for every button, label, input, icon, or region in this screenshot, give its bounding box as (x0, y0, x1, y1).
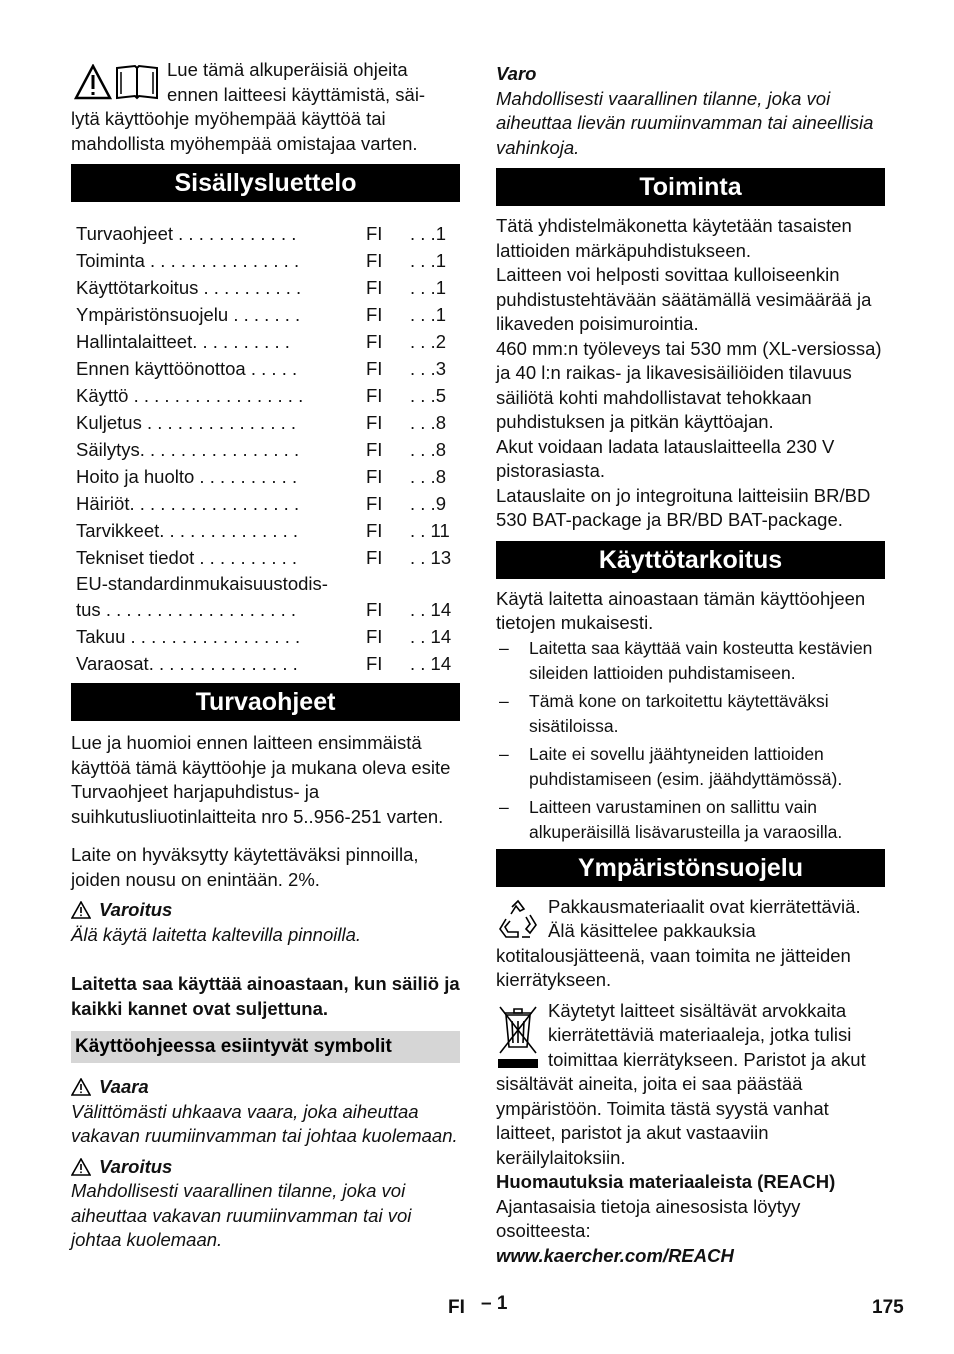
reach-title: Huomautuksia materiaaleista (REACH) (496, 1171, 836, 1192)
toc-entry-title (71, 517, 366, 544)
toc-entry-title-line1: EU-standardinmukaisuustodis- (76, 573, 328, 594)
toc-entry-title-text: Käyttötarkoitus (76, 277, 199, 298)
toc-row[interactable] (71, 517, 460, 544)
toc-entry-page: . . .8 (410, 412, 446, 433)
intro-block (71, 58, 460, 156)
caution-text: Mahdollisesti vaarallinen tilanne, joka voi aiheuttaa lievän ruumiinvamman tai aineellisia vahinkoja. (496, 87, 874, 158)
danger-text: Välittömästi uhkaava vaara, joka aiheuttaa vakavan ruumiinvamman tai johtaa kuolemaan. (71, 1100, 458, 1146)
toc-entry-page: . . .8 (410, 439, 446, 460)
intro-line-2: ennen laitteesi käyttämistä, säi- (167, 83, 426, 105)
toc-entry-title (71, 436, 366, 463)
toc-row[interactable] (71, 571, 460, 623)
toc-entry-lang: FI (366, 304, 383, 325)
footer-page-number: 175 (872, 1297, 904, 1318)
footer-lang: FI (448, 1297, 465, 1318)
toc-entry-title (71, 463, 366, 490)
toc-entry-title (71, 409, 366, 436)
reach-link[interactable]: www.kaercher.com/REACH (496, 1244, 734, 1266)
toc-dots: . . . . . . . . . . . . . . . . . . . (100, 599, 297, 620)
warning2-text: Mahdollisesti vaarallinen tilanne, joka voi aiheuttaa vakavan ruumiinvamman tai voi johtaa kuolemaan. (71, 1180, 412, 1250)
toc-entry-title (71, 544, 366, 571)
toc-entry-title-text: Ennen käyttöönottoa (76, 358, 246, 379)
toc-dots: . . . . . . . . . . . . . . . . . (129, 493, 300, 514)
list-item: – Tämä kone on tarkoitettu käytettäväksi sisätiloissa. (496, 689, 885, 739)
toc-entry-title (71, 650, 366, 677)
toc-entry-page: . . .2 (410, 331, 446, 352)
kayttotarkoitus-intro: Käytä laitetta ainoastaan tämän käyttöohjeen tietojen mukaisesti. (496, 587, 866, 633)
toc-row[interactable] (71, 328, 460, 355)
toc-entry-lang: FI (366, 653, 383, 674)
toc-dots: . . . . . . . . . . . . . . . . (139, 439, 300, 460)
toc-entry-lang: FI (366, 277, 383, 298)
toc-entry-title (71, 220, 366, 247)
recycling-text: Pakkausmateriaalit ovat kierrätettäviä. Älä käsittelee pakkauksia kotitalousjätteenä, vaan toimita ne jätteiden kierrätykseen. (496, 895, 861, 990)
toiminta-paragraph-2: Laitteen voi helposti sovittaa kulloiseenkin puhdistustehtävään säätämällä vesimäärää ja likaveden poisimurointia. (496, 264, 872, 334)
toc-dots: . . . . . . . . . . (194, 466, 298, 487)
toc-row[interactable] (71, 490, 460, 517)
toc-entry-lang: FI (366, 626, 383, 647)
toc-entry-title (71, 623, 366, 650)
toc-entry-title (71, 301, 366, 328)
toc-entry-lang: FI (366, 439, 383, 460)
intro-line-1: Lue tämä alkuperäisiä ohjeita (167, 59, 408, 80)
left-column (71, 58, 460, 1253)
intro-line-4: mahdollista myöhempää omistajaa varten. (71, 132, 418, 154)
toc-entry-lang: FI (366, 223, 383, 244)
right-column (496, 62, 885, 1268)
toc-row[interactable] (71, 436, 460, 463)
toc-entry-lang: FI (366, 493, 383, 514)
toc-dots: . . . . . . . . . . (192, 331, 290, 352)
toc-entry-lang: FI (366, 250, 383, 271)
toc-entry-page: . . 14 (410, 653, 452, 674)
weee-block (496, 999, 885, 1171)
toc-table (71, 220, 460, 677)
toc-entry-lang: FI (366, 412, 383, 433)
toc-row[interactable] (71, 301, 460, 328)
warning2-label: Varoitus (99, 1155, 173, 1177)
manual-book-icon (115, 64, 159, 100)
toiminta-paragraph-5: Latauslaite on jo integroituna laitteisiin BR/BD 530 BAT-package ja BR/BD BAT-package. (496, 484, 871, 530)
toc-entry-page: . . .9 (410, 493, 446, 514)
toc-entry-title (71, 328, 366, 355)
warning-triangle-icon (74, 64, 112, 100)
toc-dots: . . . . . . . . . . . . . . . (144, 250, 300, 271)
warning2-heading (71, 1155, 460, 1180)
kayttotarkoitus-heading: Käyttötarkoitus (496, 541, 885, 579)
toc-entry-title-text: Ympäristönsuojelu (76, 304, 229, 325)
caution-label: Varo (496, 63, 537, 84)
toc-entry-page: . . .1 (410, 250, 446, 271)
toc-entry-title-text: Tekniset tiedot (76, 547, 195, 568)
toc-entry-page: . . 14 (410, 599, 452, 620)
toc-entry-lang: FI (366, 466, 383, 487)
toc-row[interactable] (71, 220, 460, 247)
toc-entry-title-text: Häiriöt (76, 493, 130, 514)
toc-entry-title-text: Hallintalaitteet (76, 331, 193, 352)
kayttotarkoitus-list (496, 636, 885, 845)
toc-entry-lang: FI (366, 547, 383, 568)
toc-entry-title (71, 274, 366, 301)
ymparisto-heading: Ympäristönsuojelu (496, 849, 885, 887)
toc-row[interactable] (71, 382, 460, 409)
intro-line-3: lytä käyttöohje myöhempää käyttöä tai (71, 108, 386, 129)
toc-row[interactable] (71, 409, 460, 436)
toc-entry-lang: FI (366, 520, 383, 541)
toc-dots: . . . . . . . . . . . . . . (159, 520, 299, 541)
toc-entry-title (71, 247, 366, 274)
toc-dots: . . . . . . . . . . (194, 547, 298, 568)
toc-entry-title-text: Käyttö (76, 385, 129, 406)
toc-entry-page: . . .8 (410, 466, 446, 487)
toc-dots: . . . . . . . . . . . . . . . . . (128, 385, 304, 406)
warning-triangle-icon (71, 901, 91, 919)
toc-entry-lang: FI (366, 358, 383, 379)
toc-entry-page: . . 13 (410, 547, 452, 568)
toc-entry-title-text: Hoito ja huolto (76, 466, 195, 487)
recycling-block (496, 895, 885, 993)
toc-entry-title (71, 382, 366, 409)
danger-heading (71, 1075, 460, 1100)
toc-entry-title-text: Toiminta (76, 250, 145, 271)
toc-entry-title-text: Tarvikkeet (76, 520, 160, 541)
crossed-bin-icon (496, 1003, 540, 1069)
toiminta-paragraph-4: Akut voidaan ladata latauslaitteella 230 V pistorasiasta. (496, 435, 835, 481)
toc-entry-title (71, 355, 366, 382)
recycling-icon (496, 899, 540, 943)
toc-entry-title-text: Turvaohjeet (76, 223, 174, 244)
toc-entry-title-text: Kuljetus (76, 412, 142, 433)
turvaohjeet-paragraph-1: Lue ja huomioi ennen laitteen ensimmäistä käyttöä tämä käyttöohje ja mukana oleva esite Turvaohjeet harjapuhdistus- ja suihkutusliuotinlaitteita nro 5..956-251 varten. (71, 732, 451, 827)
symbols-heading: Käyttöohjeessa esiintyvät symbolit (71, 1031, 460, 1063)
toc-entry-title-text: Säilytys (76, 439, 140, 460)
warning-heading (71, 898, 460, 923)
toc-row[interactable] (71, 463, 460, 490)
danger-label: Vaara (99, 1076, 149, 1097)
intro-icons (74, 64, 159, 100)
toc-dots: . . . . . . . . . . . . . . . . . (125, 626, 301, 647)
toc-dots: . . . . . (245, 358, 298, 379)
weee-text: Käytetyt laitteet sisältävät arvokkaita kierrätettäviä materiaaleja, jotka tulisi toimittaa kierrätykseen. Paristot ja akut sisältävät aineita, joita ei saa päästää ympäristöön. Toimita tästä syystä vanhat laitteet, paristot ja akut vastaaviin keräilylaitoksiin. (496, 999, 866, 1168)
toc-entry-lang: FI (366, 385, 383, 406)
toc-heading: Sisällysluettelo (71, 164, 460, 202)
toc-entry-page: . . .3 (410, 358, 446, 379)
toc-entry-title-text: Takuu (76, 626, 126, 647)
toiminta-heading: Toiminta (496, 168, 885, 206)
toc-entry-page: . . 14 (410, 626, 452, 647)
toc-row[interactable] (71, 623, 460, 650)
list-item: – Laite ei sovellu jäähtyneiden lattioiden puhdistamiseen (esim. jäähdyttämössä). (496, 742, 885, 792)
toc-row[interactable] (71, 544, 460, 571)
toc-dots: . . . . . . . . . . . . . . . (141, 412, 297, 433)
turvaohjeet-paragraph-2: Laite on hyväksytty käytettäväksi pinnoilla, joiden nousu on enintään. 2%. (71, 844, 419, 890)
toc-row[interactable] (71, 247, 460, 274)
toc-entry-title (71, 490, 366, 517)
bold-note: Laitetta saa käyttää ainoastaan, kun säiliö ja kaikki kannet ovat suljettuna. (71, 973, 460, 1019)
warning-text: Älä käytä laitetta kaltevilla pinnoilla. (71, 923, 361, 945)
toc-entry-title (71, 571, 366, 623)
toc-entry-page: . . .5 (410, 385, 446, 406)
toc-entry-title-text: Varaosat (76, 653, 149, 674)
list-item: – Laitteen varustaminen on sallittu vain alkuperäisillä lisävarusteilla ja varaosilla. (496, 795, 885, 845)
list-item: – Laitetta saa käyttää vain kosteutta kestävien sileiden lattioiden puhdistamiseen. (496, 636, 885, 686)
warning-triangle-icon (71, 1078, 91, 1096)
toc-entry-title-line2: tus (76, 599, 101, 620)
turvaohjeet-heading: Turvaohjeet (71, 683, 460, 721)
footer-section-page: – 1 (481, 1293, 508, 1314)
toc-entry-lang: FI (366, 331, 383, 352)
reach-text: Ajantasaisia tietoja ainesosista löytyy osoitteesta: (496, 1195, 801, 1241)
toc-row[interactable] (71, 355, 460, 382)
toc-row[interactable] (71, 274, 460, 301)
warning-label: Varoitus (99, 899, 173, 920)
toc-dots: . . . . . . . . . . . . (173, 223, 297, 244)
toc-row[interactable] (71, 650, 460, 677)
toc-entry-page: . . .1 (410, 277, 446, 298)
toc-dots: . . . . . . . . . . (198, 277, 302, 298)
toc-entry-page: . . .1 (410, 223, 446, 244)
toiminta-paragraph-1: Tätä yhdistelmäkonetta käytetään tasaisten lattioiden märkäpuhdistukseen. (496, 215, 852, 261)
toiminta-paragraph-3: 460 mm:n työleveys tai 530 mm (XL-versiossa) ja 40 l:n raikas- ja likavesisäiliöiden tilavuus säiliötä kohti mahdollistavat tehokkaan puhdistuksen ja pitkän käyttöajan. (496, 337, 882, 432)
toc-entry-page: . . 11 (410, 520, 450, 541)
toc-dots: . . . . . . . (228, 304, 301, 325)
toc-entry-lang: FI (366, 599, 383, 620)
toc-entry-page: . . .1 (410, 304, 446, 325)
toc-dots: . . . . . . . . . . . . . . . (148, 653, 298, 674)
warning-triangle-icon (71, 1158, 91, 1176)
